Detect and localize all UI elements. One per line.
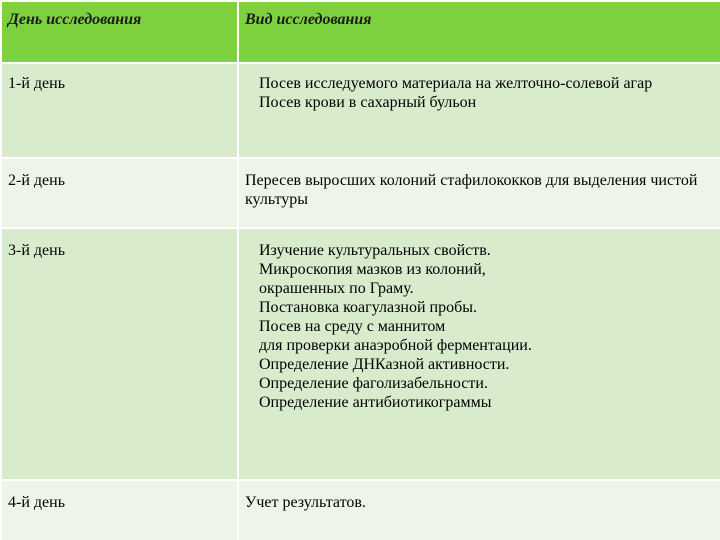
row-research [238,158,720,228]
research-line: Пересев выросших колоний стафилококков для выделения чистой культуры [245,172,698,208]
research-line: Определение антибиотикограммы [259,394,492,411]
row-day: 4-й день [1,480,238,540]
research-line: Посев крови в сахарный бульон [259,94,477,111]
table-row [1,158,720,228]
research-line: окрашенных по Граму. [259,280,414,297]
row-research [238,63,720,158]
research-line: Изучение культуральных свойств. [259,242,491,259]
table-row [1,63,720,158]
table-header-row [1,1,720,63]
row-research [238,228,720,480]
table-row [1,228,720,480]
research-line: Определение ДНКазной активности. [259,356,510,373]
header-day: День исследования [1,1,238,63]
research-line: для проверки анаэробной ферментации. [259,337,532,354]
research-line: Посев исследуемого материала на желточно-солевой агар [259,75,653,92]
header-type: Вид исследования [238,1,720,63]
table-row [1,480,720,540]
row-day: 2-й день [1,158,238,228]
row-day: 1-й день [1,63,238,158]
research-line: Определение фаголизабельности. [259,375,488,392]
research-line: Учет результатов. [245,494,366,511]
research-line: Постановка коагулазной пробы. [259,299,477,316]
research-line: Посев на среду с маннитом [259,318,446,335]
row-research [238,480,720,540]
research-line: Микроскопия мазков из колоний, [259,261,486,278]
row-day: 3-й день [1,228,238,480]
